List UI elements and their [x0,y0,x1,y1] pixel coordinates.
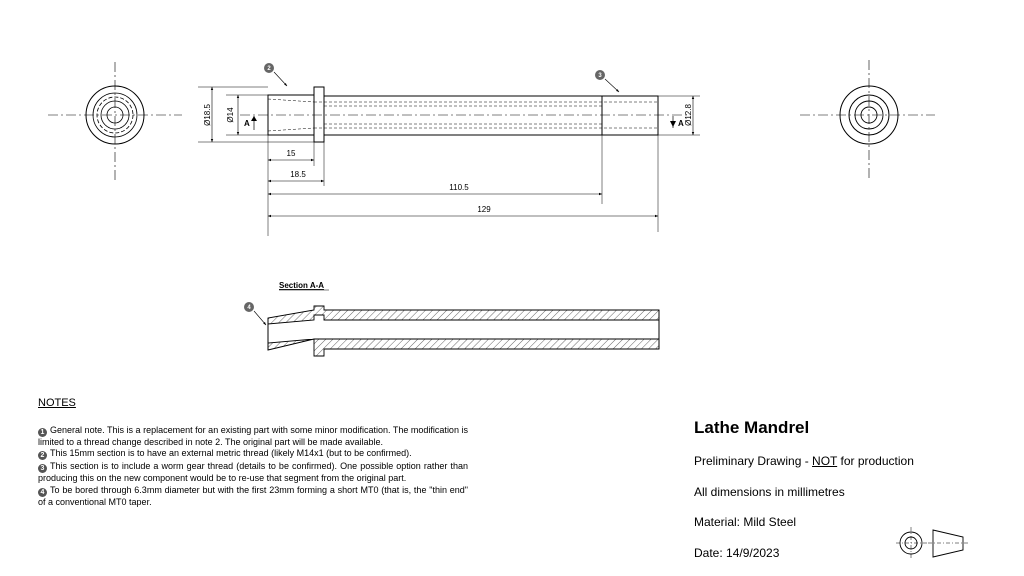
title-block [694,418,994,576]
notes-section [38,398,468,508]
dim-length-110-5: 110.5 [449,183,469,192]
dim-flange-diameter: Ø18.5 [203,104,212,126]
note-text: This section is to include a worm gear thread (details to be confirmed). One possible option rather than producing this on the new component would be to re-use that segment from the original part. [38,461,468,483]
units-note: All dimensions in millimetres [694,484,845,499]
note-number-badge: 4 [38,488,47,497]
callout-3: 3 [598,73,602,79]
note-text: General note. This is a replacement for an existing part with some minor modification. The modification is limited to a thread change described in note 2. The original part will be made available. [38,424,468,447]
section-mark-right: A [678,119,684,128]
section-view [244,281,659,356]
callout-4: 4 [247,305,251,311]
note-item [38,461,468,484]
note-number-badge: 3 [38,464,47,473]
section-title: Section A-A [279,281,325,290]
note-text: To be bored through 6.3mm diameter but with the first 23mm forming a short MT0 (that is, the "thin end" of a conventional MT0 taper. [38,484,468,507]
note-item [38,425,468,448]
dim-length-18-5: 18.5 [290,170,306,179]
drawing-title: Lathe Mandrel [694,418,810,437]
note-number-badge: 2 [38,451,47,460]
dim-shank-diameter: Ø14 [226,107,235,123]
dim-length-15: 15 [286,149,296,158]
note-text: This 15mm section is to have an external metric thread (likely M14x1 (but to be confirmed). [50,448,412,458]
note-number-badge: 1 [38,428,47,437]
notes-heading: NOTES [38,397,76,409]
callout-2: 2 [267,66,271,72]
preliminary-notice: Preliminary Drawing - NOT for production [694,454,914,468]
dim-length-129: 129 [477,205,491,214]
date-note: Date: 14/9/2023 [694,545,780,560]
material-note: Material: Mild Steel [694,515,797,529]
note-item [38,485,468,508]
note-item [38,448,468,460]
right-end-view [800,60,935,180]
section-mark-left: A [244,119,250,128]
not-emphasis: NOT [812,454,838,468]
left-end-view [48,62,182,180]
front-view [198,63,700,236]
dim-right-diameter: Ø12.8 [684,104,693,126]
